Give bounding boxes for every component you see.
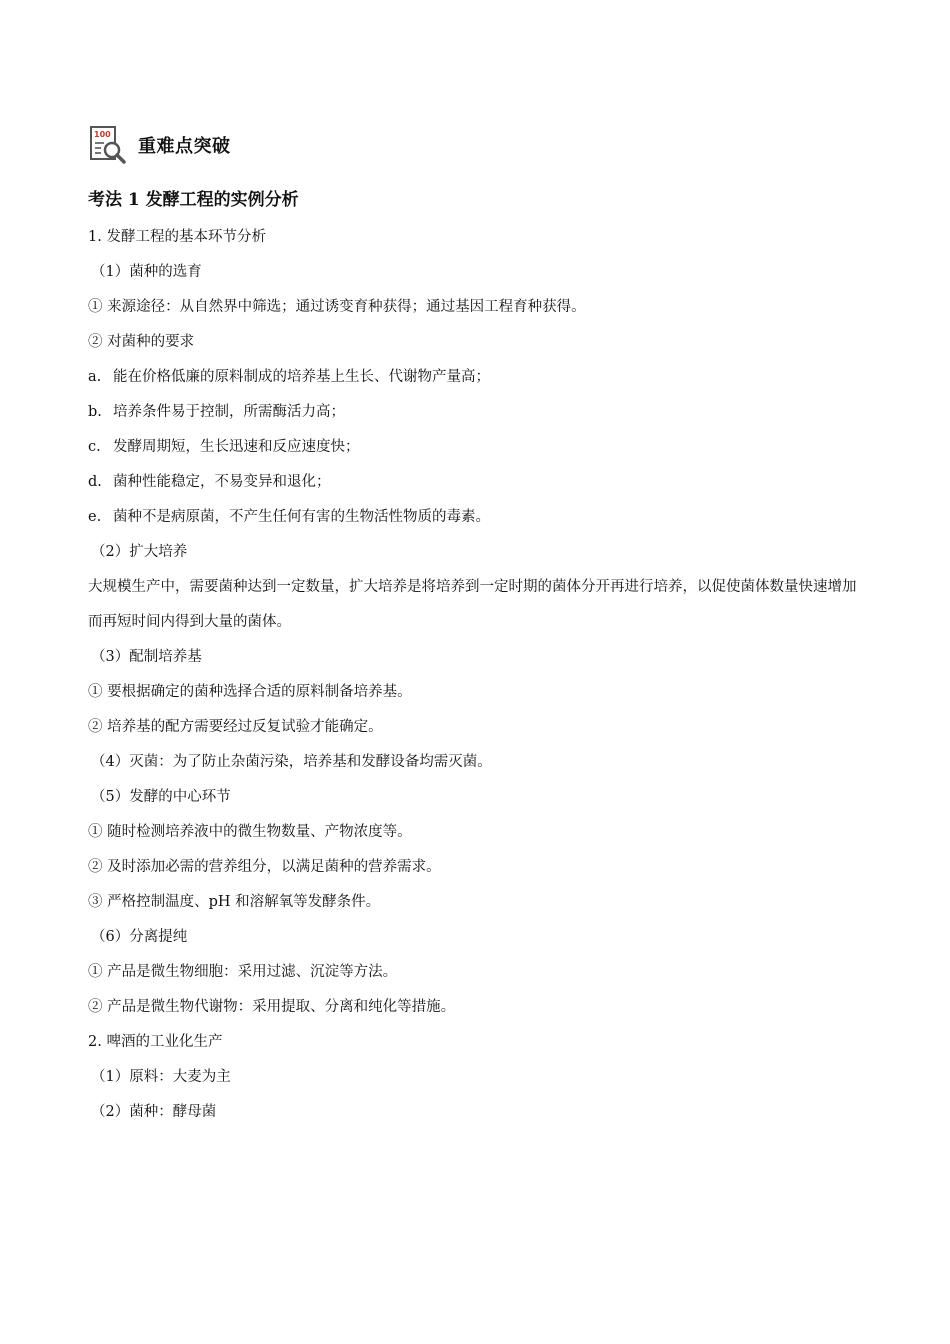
text-line: ② 培养基的配方需要经过反复试验才能确定。 — [88, 719, 383, 735]
text-line: ① 产品是微生物细胞：采用过滤、沉淀等方法。 — [88, 964, 398, 980]
section-header — [88, 124, 231, 166]
list-text: 发酵周期短，生长迅速和反应速度快； — [113, 439, 360, 455]
list-marker: c. — [88, 439, 101, 455]
list-item — [88, 500, 868, 535]
subheading-medium: （3）配制培养基 — [91, 649, 202, 665]
magnifier-document-icon — [88, 124, 128, 166]
text-line: ② 对菌种的要求 — [88, 334, 195, 350]
list-marker: d. — [88, 474, 102, 490]
subheading-expansion: （2）扩大培养 — [91, 544, 188, 560]
content-body — [88, 220, 868, 1130]
text-line: ① 随时检测培养液中的微生物数量、产物浓度等。 — [88, 824, 412, 840]
list-text: 菌种不是病原菌，不产生任何有害的生物活性物质的毒素。 — [113, 509, 490, 525]
heading-2: 2. 啤酒的工业化生产 — [88, 1034, 223, 1050]
header-title: 重难点突破 — [138, 136, 231, 157]
list-text: 菌种性能稳定，不易变异和退化； — [113, 474, 331, 490]
list-marker: a. — [88, 369, 102, 385]
text-line: ① 要根据确定的菌种选择合适的原料制备培养基。 — [88, 684, 412, 700]
subheading-strain: （2）菌种：酵母菌 — [91, 1104, 217, 1120]
section-title: 考法 1 发酵工程的实例分析 — [88, 190, 299, 210]
list-marker: e. — [88, 509, 102, 525]
list-item — [88, 465, 868, 500]
text-line: ② 及时添加必需的营养组分，以满足菌种的营养需求。 — [88, 859, 441, 875]
list-text: 能在价格低廉的原料制成的培养基上生长、代谢物产量高； — [113, 369, 490, 385]
subheading-fermentation: （5）发酵的中心环节 — [91, 789, 231, 805]
paragraph: 大规模生产中，需要菌种达到一定数量，扩大培养是将培养到一定时期的菌体分开再进行培养，以促使菌体数量快速增加而再短时间内得到大量的菌体。 — [88, 579, 857, 630]
heading-1: 1. 发酵工程的基本环节分析 — [88, 229, 266, 245]
text-line: ③ 严格控制温度、pH 和溶解氧等发酵条件。 — [88, 894, 381, 910]
subheading-purification: （6）分离提纯 — [91, 929, 188, 945]
text-line: ② 产品是微生物代谢物：采用提取、分离和纯化等措施。 — [88, 999, 456, 1015]
subheading-strain-selection: （1）菌种的选育 — [91, 264, 202, 280]
icon-text: 100 — [94, 130, 111, 139]
list-text: 培养条件易于控制，所需酶活力高； — [113, 404, 345, 420]
list-item — [88, 430, 868, 465]
list-item — [88, 395, 868, 430]
text-line: ① 来源途径：从自然界中筛选；通过诱变育种获得；通过基因工程育种获得。 — [88, 299, 586, 315]
subheading-raw-material: （1）原料：大麦为主 — [91, 1069, 231, 1085]
list-marker: b. — [88, 404, 102, 420]
subheading-sterilization: （4）灭菌：为了防止杂菌污染，培养基和发酵设备均需灭菌。 — [91, 754, 492, 770]
list-item — [88, 360, 868, 395]
